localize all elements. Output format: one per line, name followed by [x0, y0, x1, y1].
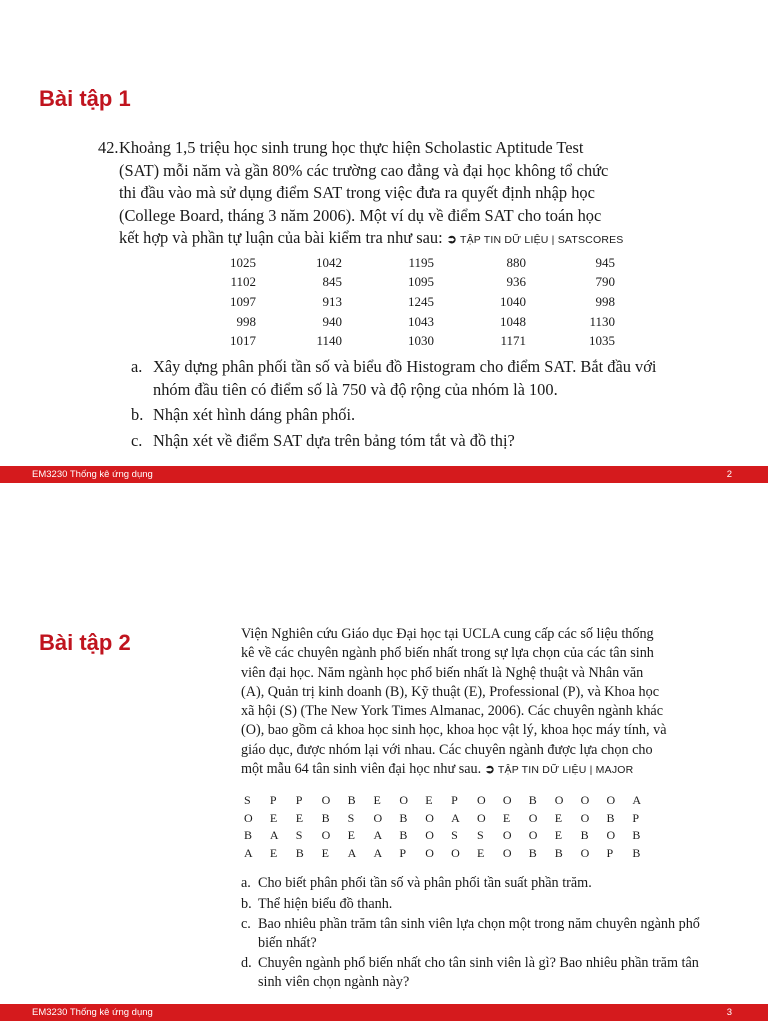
table-cell: 940 [322, 313, 342, 329]
question-item [131, 356, 676, 401]
major-code: E [295, 810, 304, 825]
major-code: O [502, 793, 512, 807]
problem-line-with-tag [119, 227, 673, 252]
problem-42 [98, 137, 673, 252]
table-cell: 1171 [500, 333, 526, 349]
major-code: E [425, 793, 433, 807]
table-cell: 1095 [408, 274, 434, 290]
data-file-tag [485, 764, 634, 776]
problem-line: xã hội (S) (The New York Times Almanac, 2006). Các chuyên ngành khác [241, 703, 664, 720]
table-cell: 1030 [408, 333, 434, 349]
question-letter: a. [241, 875, 251, 891]
table-row [196, 331, 615, 351]
major-code: E [321, 845, 330, 860]
major-code: B [347, 793, 356, 807]
major-code: O [606, 828, 616, 842]
major-code: O [477, 793, 486, 807]
arrow-icon: ➲ [446, 232, 458, 247]
majors-grid [244, 793, 658, 863]
table-cell: 998 [595, 293, 615, 309]
problem-line: (A), Quản trị kinh doanh (B), Kỹ thuật (E), Professional (P), và Khoa học [241, 683, 660, 700]
footer-course: EM3230 Thống kê ứng dụng [32, 469, 153, 480]
major-code: A [347, 845, 357, 860]
data-file-label: TẬP TIN DỮ LIỆU | SATSCORES [459, 234, 624, 247]
major-code: B [632, 828, 641, 842]
major-code: A [373, 845, 383, 860]
problem-line: giáo dục, được nhóm lại với nhau. Các chuyên ngành được lựa chọn cho [241, 741, 653, 758]
major-code: B [528, 845, 537, 860]
arrow-icon: ➲ [484, 762, 495, 777]
problem-line: Viện Nghiên cứu Giáo dục Đại học tại UCLA cung cấp các số liệu thống [241, 626, 654, 642]
major-code: B [632, 845, 641, 860]
slide-title: Bài tập 2 [39, 630, 131, 655]
question-list [241, 874, 713, 994]
footer-page-number: 2 [726, 469, 732, 480]
problem-line: một mẫu 64 tân sinh viên đại học như sau. [241, 761, 482, 778]
question-item [241, 874, 713, 893]
major-code: O [244, 810, 253, 825]
major-code: S [295, 828, 303, 842]
footer-bar [0, 466, 768, 483]
problem-line: (O), bao gồm cả khoa học sinh học, khoa học vật lý, khoa học máy tính, và [241, 722, 667, 739]
slide-2 [0, 512, 768, 1024]
major-code: O [554, 793, 564, 807]
table-cell: 1140 [316, 333, 342, 349]
major-code: A [269, 828, 279, 842]
major-code: O [451, 845, 460, 860]
major-code: O [528, 810, 538, 825]
data-file-tag [447, 234, 624, 246]
major-code: O [580, 810, 590, 825]
question-item [131, 430, 676, 453]
major-code: S [451, 828, 458, 842]
major-code: E [269, 845, 278, 860]
table-cell: 1245 [408, 293, 434, 309]
slide-title: Bài tập 1 [39, 86, 131, 111]
table-cell: 1102 [230, 274, 256, 290]
major-code: A [632, 793, 642, 807]
major-code: A [373, 828, 383, 842]
question-text: Nhận xét về điểm SAT dựa trên bảng tóm tắt và đồ thị? [153, 430, 515, 450]
table-row [196, 312, 615, 332]
major-code: O [477, 810, 486, 825]
table-cell: 1042 [316, 254, 342, 270]
table-cell: 790 [595, 274, 615, 290]
question-item [241, 954, 713, 991]
question-text: Nhận xét hình dáng phân phối. [153, 405, 356, 425]
major-code: E [554, 810, 563, 825]
question-text: Cho biết phân phối tần số và phân phối tần suất phần trăm. [258, 875, 592, 891]
question-letter: d. [241, 955, 252, 972]
major-code: B [399, 828, 408, 842]
question-letter: b. [241, 895, 252, 912]
table-cell: 936 [506, 274, 526, 290]
major-code: O [425, 845, 434, 860]
table-cell: 845 [322, 274, 342, 290]
problem-line: kết hợp và phần tự luận của bài kiểm tra như sau: [119, 228, 443, 248]
major-code: P [632, 810, 640, 825]
major-code: P [295, 793, 303, 807]
major-code: A [244, 845, 253, 860]
major-code: E [373, 793, 381, 807]
major-code: O [580, 845, 590, 860]
question-letter: b. [131, 405, 144, 425]
major-code: O [606, 793, 616, 807]
major-code: B [528, 793, 537, 807]
footer-course: EM3230 Thống kê ứng dụng [32, 1007, 153, 1018]
table-cell: 1130 [589, 313, 615, 329]
table-row [196, 253, 615, 273]
problem-line-with-tag [241, 760, 711, 780]
major-code: O [321, 828, 331, 842]
table-cell: 1097 [230, 293, 256, 309]
major-code: O [399, 793, 409, 807]
question-letter: c. [131, 430, 143, 450]
table-cell: 1043 [408, 313, 434, 329]
question-item [131, 404, 676, 427]
major-code: O [580, 793, 590, 807]
major-code: P [269, 793, 277, 807]
question-text: Thể hiện biểu đồ thanh. [258, 895, 393, 912]
question-text: Chuyên ngành phổ biến nhất cho tân sinh viên là gì? Bao nhiêu phần trăm tân sinh viên chọn ngành này? [258, 955, 699, 990]
question-text: Bao nhiêu phần trăm tân sinh viên lựa chọn một trong năm chuyên ngành phổ biến nhất? [258, 916, 700, 951]
major-code: O [528, 828, 538, 842]
major-code: B [554, 845, 563, 860]
problem-line: viên đại học. Năm ngành học phổ biến nhất là Nghệ thuật và Nhân văn [241, 664, 644, 681]
major-code: P [399, 845, 407, 860]
major-code: P [451, 793, 458, 807]
problem-line: (College Board, tháng 3 năm 2006). Một ví dụ về điểm SAT cho toán học [119, 205, 602, 225]
major-code: E [554, 828, 563, 842]
table-cell: 1195 [408, 254, 434, 270]
major-code: E [502, 810, 511, 825]
major-code: S [347, 810, 355, 825]
major-code: E [477, 845, 485, 860]
major-code: P [606, 845, 614, 860]
problem-line: Khoảng 1,5 triệu học sinh trung học thực hiện Scholastic Aptitude Test [119, 138, 584, 157]
table-cell: 1040 [500, 293, 526, 309]
table-cell: 945 [595, 254, 615, 270]
data-file-label: TẬP TIN DỮ LIỆU | MAJOR [497, 764, 634, 777]
table-cell: 880 [506, 254, 526, 270]
table-cell: 1017 [230, 333, 256, 349]
major-code: O [373, 810, 383, 825]
major-code: O [502, 845, 512, 860]
major-code: O [425, 828, 434, 842]
major-code: E [347, 828, 355, 842]
major-code: B [295, 845, 304, 860]
footer-page-number: 3 [726, 1007, 732, 1018]
table-row [196, 273, 615, 293]
major-code: B [399, 810, 408, 825]
problem-number: 42. [98, 138, 119, 157]
problem-line: kê về các chuyên ngành phổ biến nhất trong sự lựa chọn của các tân sinh [241, 645, 654, 662]
problem-line: (SAT) mỗi năm và gần 80% các trường cao đẳng và đại học không tổ chức [119, 160, 609, 180]
table-row [196, 292, 615, 312]
question-item [241, 915, 713, 952]
table-cell: 1025 [230, 254, 256, 270]
major-code: O [321, 793, 331, 807]
major-code: O [425, 810, 434, 825]
major-code: S [244, 793, 251, 807]
major-code: B [244, 828, 253, 842]
major-code: B [606, 810, 615, 825]
problem-description [241, 625, 711, 780]
major-code: B [321, 810, 330, 825]
sat-scores-table [196, 253, 615, 351]
question-list [131, 356, 676, 455]
question-letter: a. [131, 357, 143, 376]
question-text: Xây dựng phân phối tần số và biểu đồ Histogram cho điểm SAT. Bắt đầu với nhóm đầu tiên có điểm số là 750 và độ rộng của nhóm là 100. [153, 357, 657, 399]
table-cell: 913 [322, 293, 342, 309]
table-cell: 1048 [500, 313, 526, 329]
table-cell: 998 [236, 313, 256, 329]
major-code: A [451, 810, 460, 825]
table-cell: 1035 [589, 333, 615, 349]
question-item [241, 895, 713, 914]
major-code: E [269, 810, 278, 825]
major-code: B [580, 828, 589, 842]
major-code: O [502, 828, 512, 842]
problem-line: thi đầu vào mà sử dụng điểm SAT trong việc đưa ra quyết định nhập học [119, 183, 595, 203]
major-code: S [477, 828, 484, 842]
footer-bar [0, 1004, 768, 1021]
question-letter: c. [241, 916, 251, 933]
